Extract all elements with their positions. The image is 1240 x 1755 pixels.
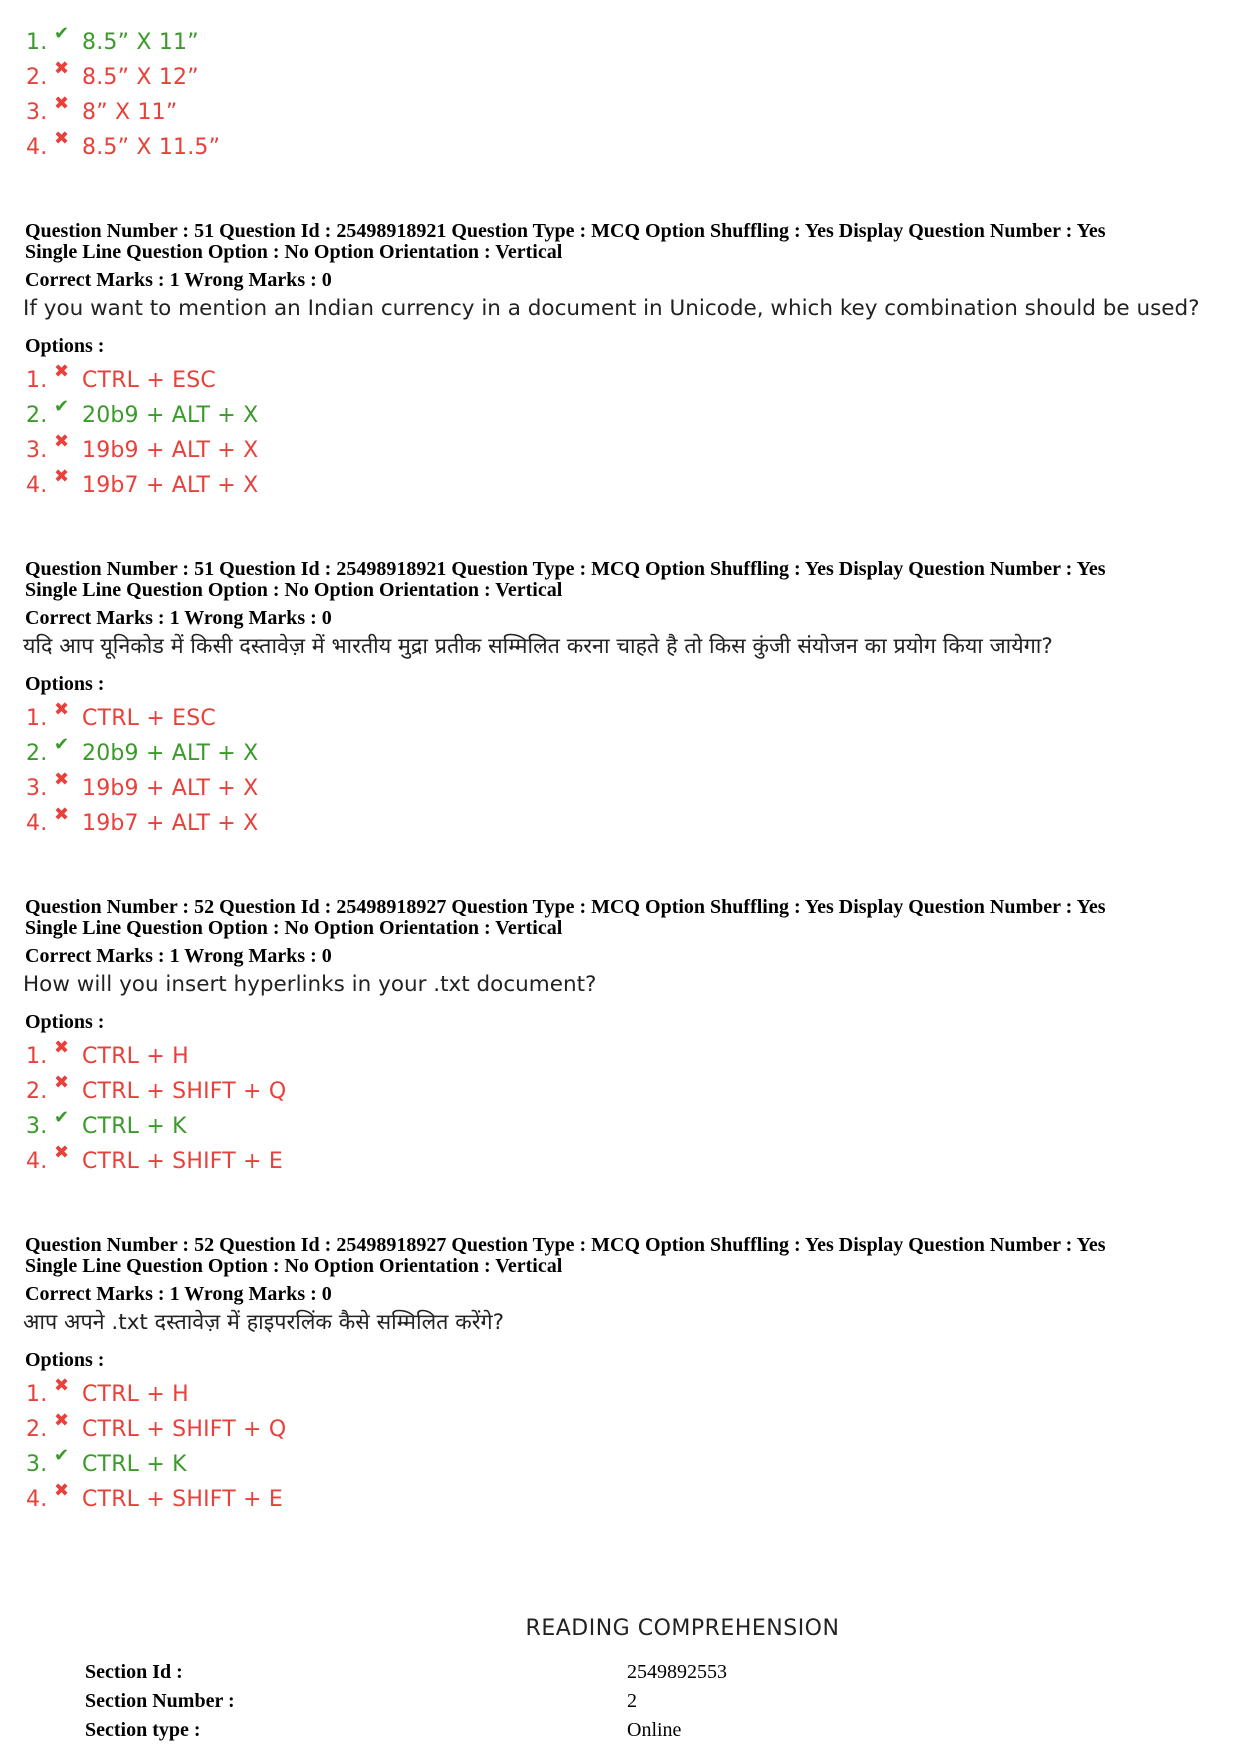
cross-icon: ✖ [54,128,70,149]
question-text: How will you insert hyperlinks in your .txt document? [23,972,597,997]
check-icon: ✔ [54,734,70,755]
option-item [26,396,259,431]
section-title: READING COMPREHENSION [525,1616,840,1641]
option-text: CTRL + SHIFT + E [82,1149,283,1174]
cross-icon: ✖ [54,361,70,382]
option-item [26,466,259,501]
option-number: 3. [26,776,48,801]
option-number: 2. [26,741,48,766]
question-text: If you want to mention an Indian currency in a document in Unicode, which key combination should be used? [23,296,1200,321]
option-text: 8.5” X 12” [82,65,199,90]
option-item [26,1107,187,1142]
option-number: 4. [26,1149,48,1174]
options-label: Options : [25,673,105,695]
cross-icon: ✖ [54,1072,70,1093]
question-meta-line2: Single Line Question Option : No Option Orientation : Vertical [25,579,563,601]
option-text: 8.5” X 11” [82,30,199,55]
question-meta-line2: Single Line Question Option : No Option Orientation : Vertical [25,1255,563,1277]
option-item [26,734,259,769]
section-number-value: 2 [627,1690,637,1712]
option-number: 3. [26,1452,48,1477]
section-number-label: Section Number : [85,1690,235,1712]
cross-icon: ✖ [54,466,70,487]
option-text: CTRL + ESC [82,368,216,393]
option-number: 4. [26,473,48,498]
option-item [26,1445,187,1480]
option-text: 20b9 + ALT + X [82,403,259,428]
option-item [26,1142,283,1177]
question-meta-line2: Single Line Question Option : No Option Orientation : Vertical [25,241,563,263]
option-text: CTRL + H [82,1044,189,1069]
option-number: 2. [26,1079,48,1104]
option-number: 3. [26,438,48,463]
option-item [26,431,259,466]
option-item [26,769,259,804]
option-text: 20b9 + ALT + X [82,741,259,766]
option-text: CTRL + SHIFT + Q [82,1417,287,1442]
cross-icon: ✖ [54,699,70,720]
option-number: 4. [26,135,48,160]
marks-line: Correct Marks : 1 Wrong Marks : 0 [25,1283,332,1305]
question-text: यदि आप यूनिकोड में किसी दस्तावेज़ में भारतीय मुद्रा प्रतीक सम्मिलित करना चाहते है तो किस कुंजी संयोजन का प्रयोग किया जायेगा? [23,634,1053,659]
option-text: CTRL + SHIFT + Q [82,1079,287,1104]
cross-icon: ✖ [54,1037,70,1058]
section-id-value: 2549892553 [627,1661,727,1683]
question-text: आप अपने .txt दस्तावेज़ में हाइपरलिंक कैसे सम्मिलित करेंगे? [23,1310,505,1335]
cross-icon: ✖ [54,431,70,452]
cross-icon: ✖ [54,769,70,790]
question-meta-line1: Question Number : 51 Question Id : 25498918921 Question Type : MCQ Option Shuffling : Yes Display Question Number : Yes [25,558,1106,580]
option-text: 19b7 + ALT + X [82,811,259,836]
check-icon: ✔ [54,396,70,417]
option-number: 3. [26,100,48,125]
options-label: Options : [25,1011,105,1033]
options-label: Options : [25,335,105,357]
option-item [26,1480,283,1515]
option-text: CTRL + H [82,1382,189,1407]
option-item [26,804,259,839]
option-item [26,23,199,58]
option-item [26,1072,287,1107]
check-icon: ✔ [54,1445,70,1466]
option-number: 3. [26,1114,48,1139]
cross-icon: ✖ [54,1480,70,1501]
option-item [26,1410,287,1445]
option-text: 19b9 + ALT + X [82,438,259,463]
option-item [26,361,216,396]
option-number: 1. [26,1382,48,1407]
section-type-value: Online [627,1719,682,1741]
section-type-label: Section type : [85,1719,201,1741]
check-icon: ✔ [54,1107,70,1128]
option-text: 8” X 11” [82,100,178,125]
question-meta-line2: Single Line Question Option : No Option Orientation : Vertical [25,917,563,939]
option-number: 2. [26,1417,48,1442]
option-text: CTRL + SHIFT + E [82,1487,283,1512]
option-item [26,699,216,734]
option-item [26,128,221,163]
cross-icon: ✖ [54,1410,70,1431]
marks-line: Correct Marks : 1 Wrong Marks : 0 [25,945,332,967]
option-number: 2. [26,403,48,428]
cross-icon: ✖ [54,58,70,79]
option-text: 19b7 + ALT + X [82,473,259,498]
option-number: 4. [26,1487,48,1512]
check-icon: ✔ [54,23,70,44]
option-text: 8.5” X 11.5” [82,135,221,160]
question-meta-line1: Question Number : 52 Question Id : 25498918927 Question Type : MCQ Option Shuffling : Yes Display Question Number : Yes [25,896,1106,918]
option-text: 19b9 + ALT + X [82,776,259,801]
option-item [26,58,199,93]
cross-icon: ✖ [54,1142,70,1163]
option-number: 1. [26,368,48,393]
question-meta-line1: Question Number : 51 Question Id : 25498918921 Question Type : MCQ Option Shuffling : Yes Display Question Number : Yes [25,220,1106,242]
section-id-label: Section Id : [85,1661,183,1683]
option-text: CTRL + K [82,1452,187,1477]
cross-icon: ✖ [54,804,70,825]
cross-icon: ✖ [54,1375,70,1396]
option-number: 1. [26,30,48,55]
option-number: 2. [26,65,48,90]
marks-line: Correct Marks : 1 Wrong Marks : 0 [25,607,332,629]
option-item [26,1037,189,1072]
option-text: CTRL + ESC [82,706,216,731]
marks-line: Correct Marks : 1 Wrong Marks : 0 [25,269,332,291]
options-label: Options : [25,1349,105,1371]
question-meta-line1: Question Number : 52 Question Id : 25498918927 Question Type : MCQ Option Shuffling : Yes Display Question Number : Yes [25,1234,1106,1256]
option-item [26,1375,189,1410]
option-item [26,93,178,128]
option-text: CTRL + K [82,1114,187,1139]
option-number: 1. [26,706,48,731]
option-number: 1. [26,1044,48,1069]
option-number: 4. [26,811,48,836]
cross-icon: ✖ [54,93,70,114]
